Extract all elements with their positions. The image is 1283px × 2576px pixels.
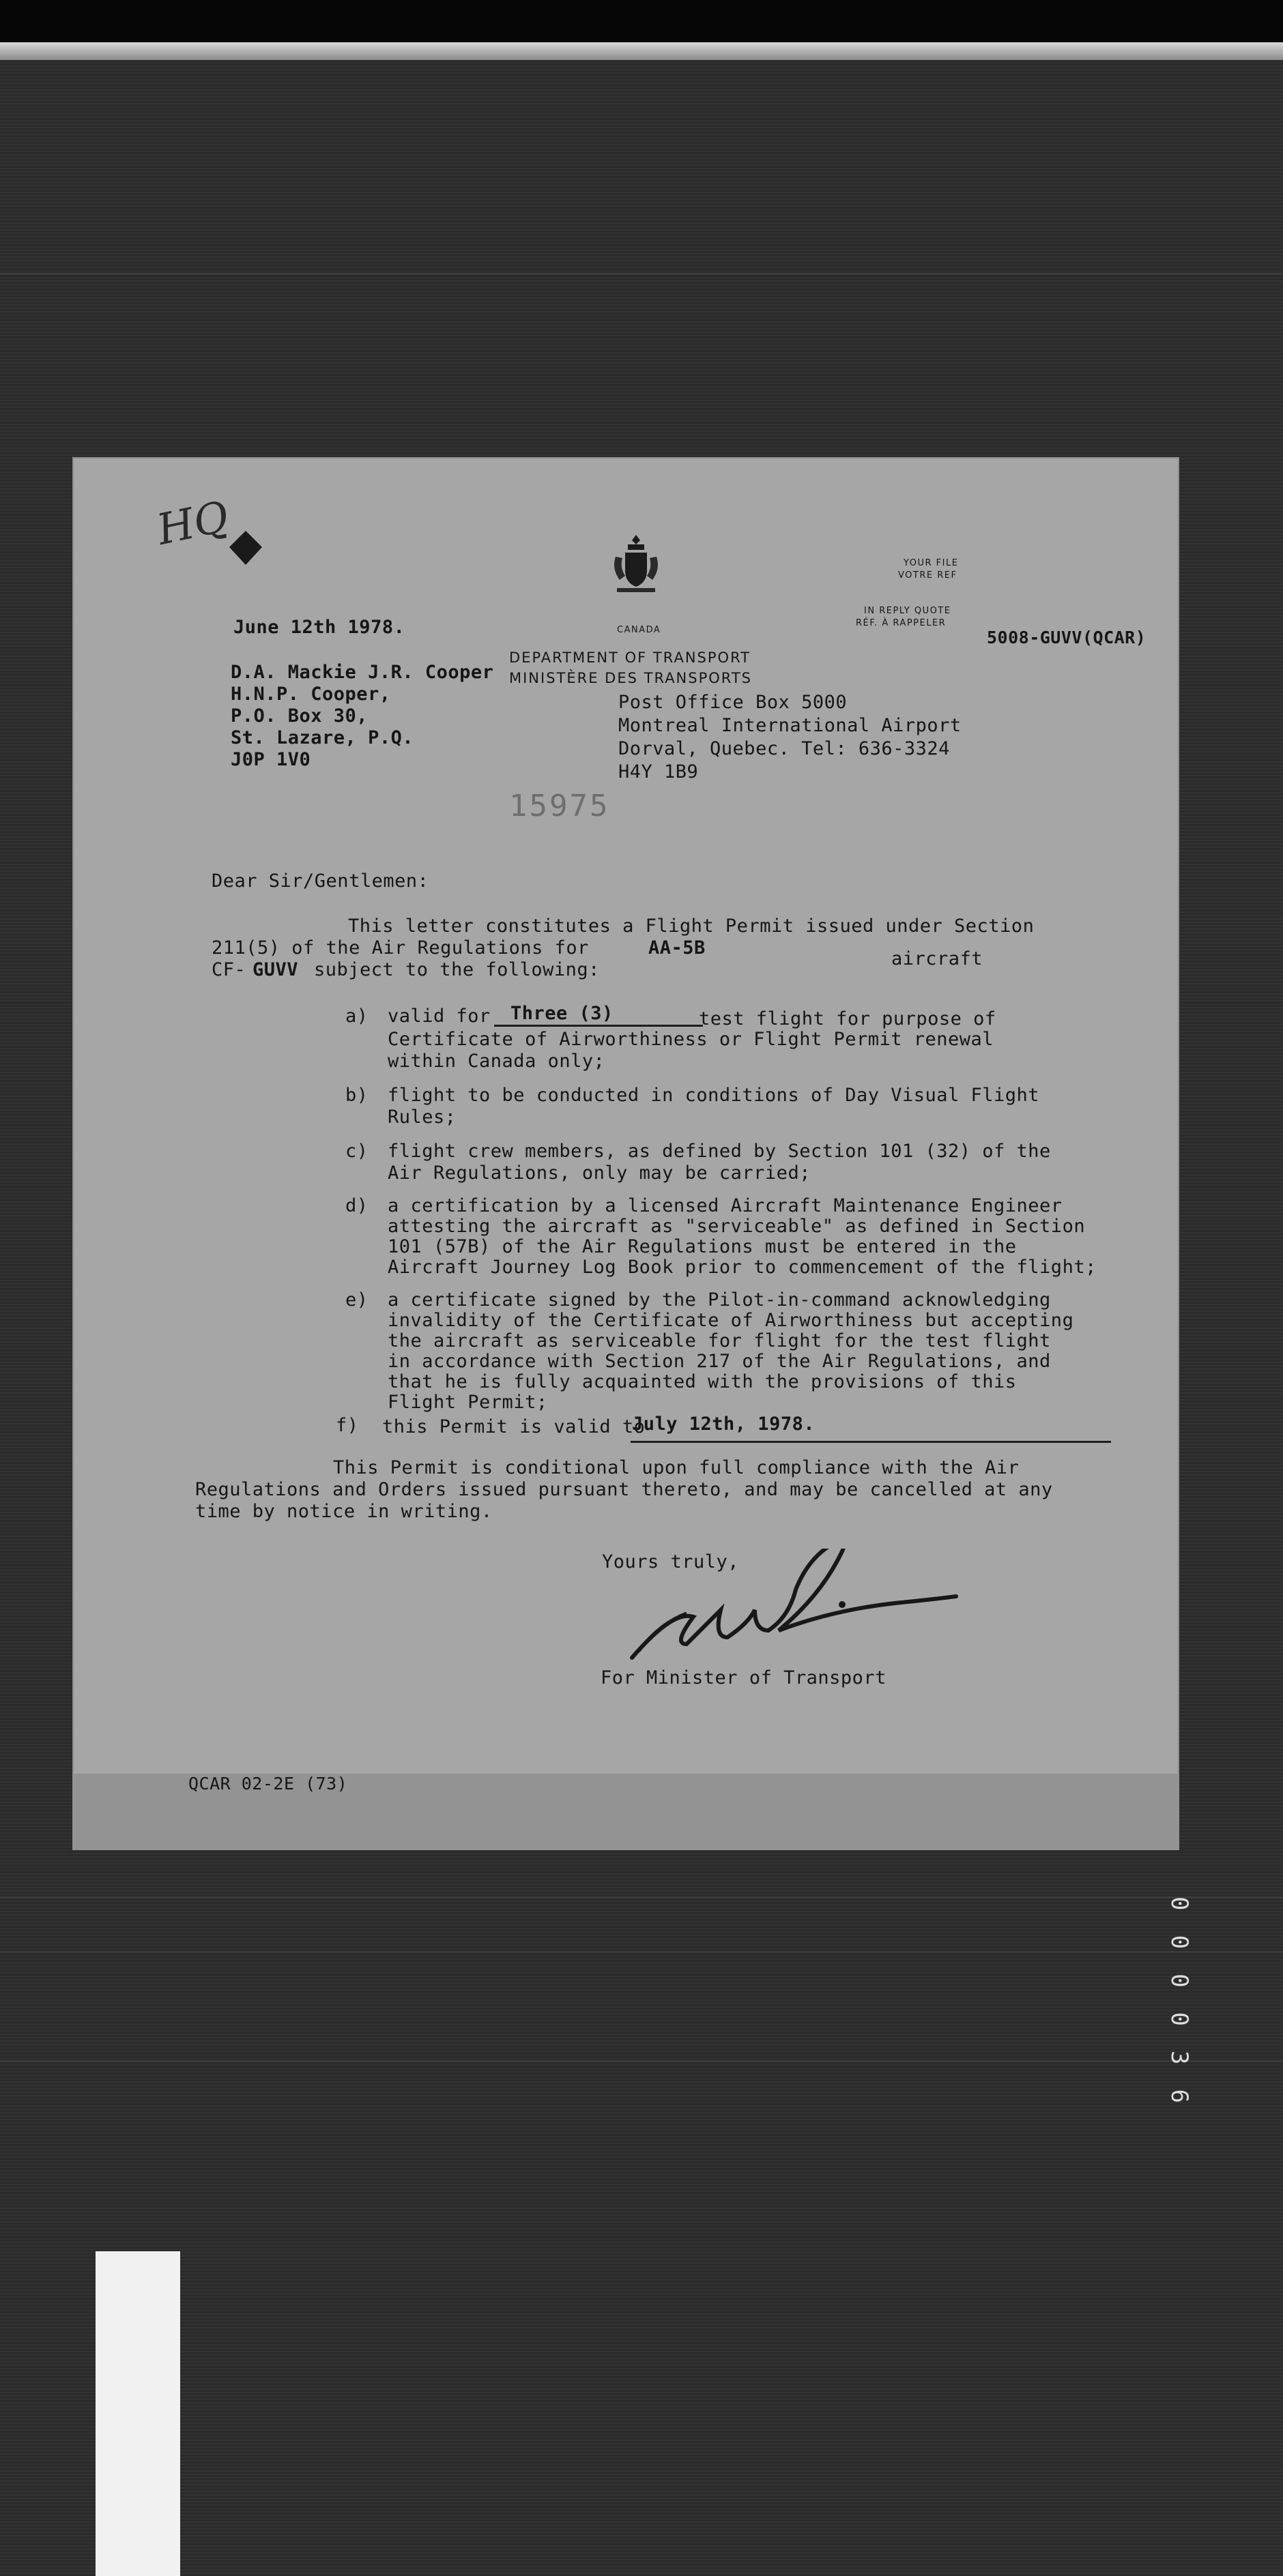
film-scratch (0, 1897, 1283, 1898)
condition-text: that he is fully acquainted with the provisions of this (388, 1371, 1017, 1392)
film-scratch (0, 1951, 1283, 1952)
flight-count: Three (3) (510, 1003, 614, 1024)
closing-paragraph-line: This Permit is conditional upon full compliance with the Air (333, 1457, 1020, 1478)
fill-in-underline (494, 1025, 703, 1027)
recipient-line: St. Lazare, P.Q. (231, 727, 414, 748)
condition-text: attesting the aircraft as "serviceable" as defined in Section (388, 1216, 1086, 1237)
condition-label: b) (345, 1085, 369, 1106)
letter-date: June 12th 1978. (233, 617, 405, 638)
microfilm-frame-number: 000036 (1166, 1897, 1193, 2128)
condition-text: Rules; (388, 1107, 457, 1128)
fill-in-underline (631, 1441, 1111, 1443)
intro-line-1: This letter constitutes a Flight Permit issued under Section (348, 916, 1035, 937)
handwritten-hq-mark: HQ (152, 491, 233, 555)
recipient-line: J0P 1V0 (231, 749, 311, 770)
condition-text: flight to be conducted in conditions of Day Visual Flight (388, 1085, 1040, 1106)
your-file-label-fr: VOTRE REF (898, 570, 957, 581)
signature-icon (618, 1549, 1000, 1665)
signature-block: For Minister of Transport (601, 1667, 886, 1688)
your-file-label: YOUR FILE (904, 558, 959, 568)
condition-text: the aircraft as serviceable for flight for the test flight (388, 1330, 1051, 1351)
condition-text: 101 (57B) of the Air Regulations must be entered in the (388, 1236, 1017, 1257)
film-scratch (0, 2060, 1283, 2062)
recipient-line: H.N.P. Cooper, (231, 684, 391, 705)
condition-label: e) (345, 1289, 369, 1311)
film-light-band (0, 42, 1283, 60)
sender-address-line: Dorval, Quebec. Tel: 636-3324 (618, 738, 950, 759)
ink-blot-icon (228, 529, 263, 566)
condition-label: c) (345, 1141, 369, 1162)
film-leader-strip (96, 2251, 180, 2576)
condition-text: a certificate signed by the Pilot-in-command acknowledging (388, 1289, 1051, 1311)
crest-caption: CANADA (617, 625, 661, 635)
file-reference-number: 5008-GUVV(QCAR) (987, 628, 1147, 647)
department-english: DEPARTMENT OF TRANSPORT (509, 649, 751, 666)
film-scratch (0, 273, 1283, 274)
closing-paragraph-line: Regulations and Orders issued pursuant thereto, and may be cancelled at any (195, 1479, 1053, 1500)
canada-coat-of-arms-icon (607, 532, 665, 604)
permit-expiry-date: July 12th, 1978. (632, 1414, 816, 1435)
reply-quote-label: IN REPLY QUOTE (864, 606, 951, 616)
recipient-line: P.O. Box 30, (231, 705, 369, 727)
condition-text: Air Regulations, only may be carried; (388, 1162, 811, 1184)
intro-line-2: 211(5) of the Air Regulations for (212, 937, 589, 958)
salutation: Dear Sir/Gentlemen: (212, 870, 429, 892)
flight-permit-letter (72, 457, 1179, 1850)
aircraft-registration: GUVV (253, 959, 299, 980)
sender-address-line: Montreal International Airport (618, 715, 962, 736)
department-french: MINISTÈRE DES TRANSPORTS (509, 670, 753, 686)
registration-prefix: CF- (212, 959, 246, 980)
condition-label: d) (345, 1195, 369, 1216)
condition-text: Flight Permit; (388, 1392, 548, 1413)
film-top-edge (0, 0, 1283, 42)
complimentary-close: Yours truly, (602, 1551, 740, 1572)
closing-paragraph-line: time by notice in writing. (195, 1501, 493, 1522)
condition-text: this Permit is valid to (382, 1416, 646, 1437)
condition-text: in accordance with Section 217 of the Air Regulations, and (388, 1351, 1051, 1372)
condition-text: valid for (388, 1006, 491, 1027)
intro-aircraft-word: aircraft (891, 948, 983, 969)
condition-text: Aircraft Journey Log Book prior to commencement of the flight; (388, 1257, 1097, 1278)
condition-text: invalidity of the Certificate of Airworthiness but accepting (388, 1310, 1074, 1331)
condition-text: test flight for purpose of (699, 1008, 996, 1029)
stamped-document-number: 15975 (509, 789, 610, 823)
sender-address-line: H4Y 1B9 (618, 761, 699, 782)
aircraft-type: AA-5B (648, 937, 706, 958)
condition-text: a certification by a licensed Aircraft Maintenance Engineer (388, 1195, 1063, 1216)
condition-text: flight crew members, as defined by Section 101 (32) of the (388, 1141, 1051, 1162)
form-number: QCAR 02-2E (73) (188, 1774, 348, 1794)
condition-label: a) (345, 1006, 369, 1027)
reply-quote-label-fr: RÉF. À RAPPELER (856, 618, 947, 628)
intro-line-3: subject to the following: (314, 959, 600, 980)
condition-label: f) (336, 1415, 359, 1436)
condition-text: Certificate of Airworthiness or Flight Permit renewal (388, 1029, 994, 1050)
condition-text: within Canada only; (388, 1051, 605, 1072)
recipient-line: D.A. Mackie J.R. Cooper (231, 662, 494, 683)
sender-address-line: Post Office Box 5000 (618, 692, 848, 713)
